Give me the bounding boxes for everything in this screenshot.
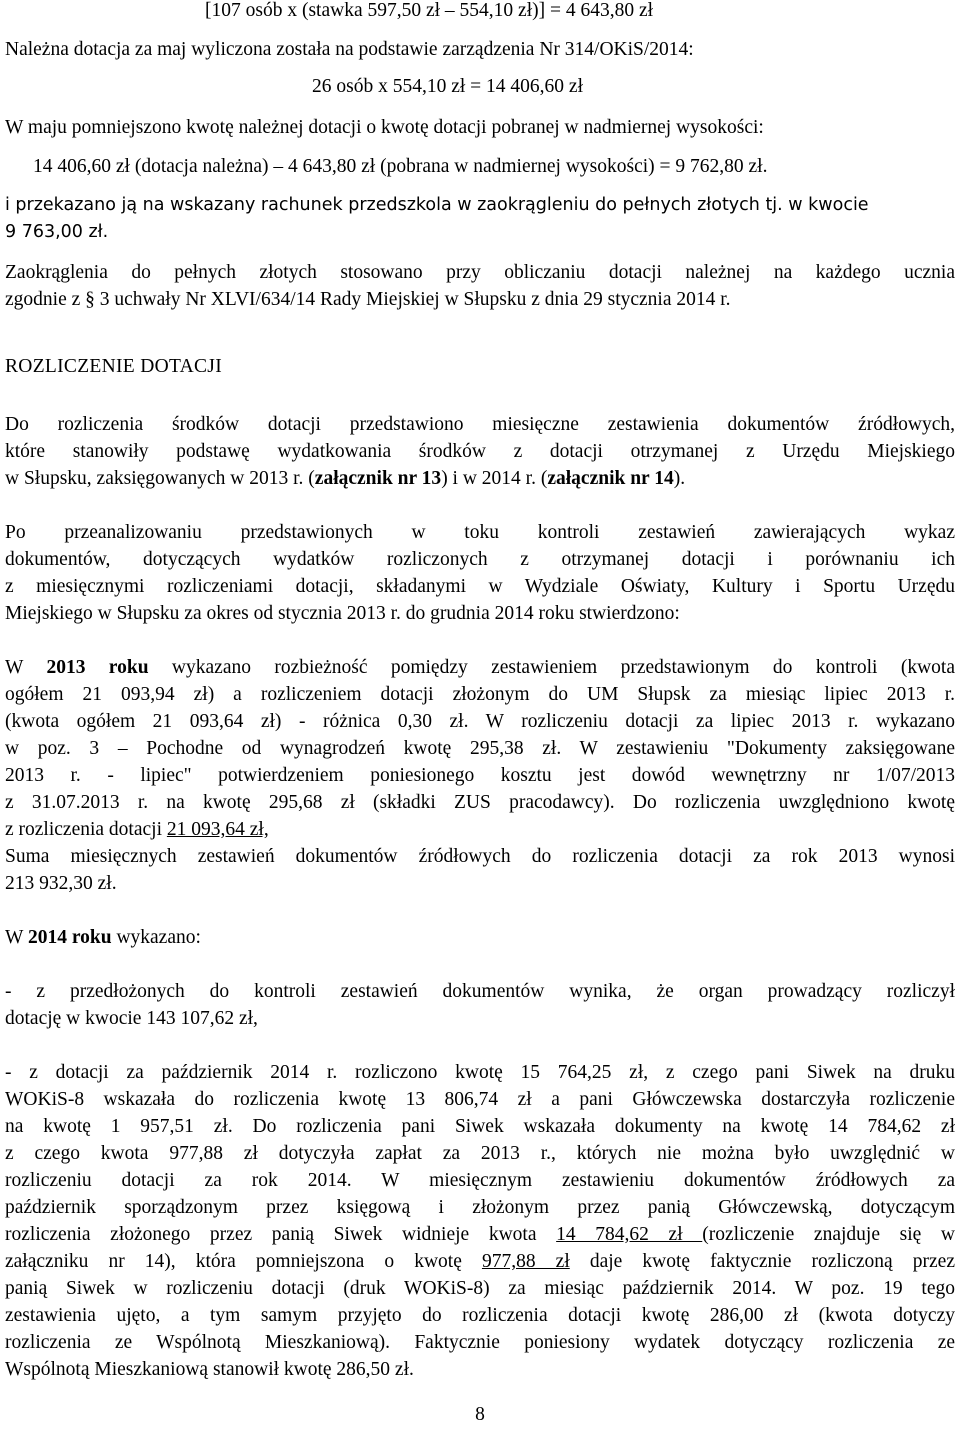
y2014-item2-line-4: z czego kwota 977,88 zł dotyczyła zapłat za 2013 r., których nie można było uwzględnić w bbox=[5, 1143, 955, 1164]
para1-line-2: które stanowiły podstawę wydatkowania środków z dotacji otrzymanej z Urzędu Miejskiego bbox=[5, 441, 955, 462]
y2014-item1-line-2: dotację w kwocie 143 107,62 zł, bbox=[5, 1008, 258, 1029]
y2014-item2-line-7: rozliczenia złożonego przez panią Siwek widnieje kwota 14 784,62 zł (rozliczenie znajduje się w bbox=[5, 1224, 955, 1245]
y2014-line-1: W 2014 roku wykazano: bbox=[5, 927, 201, 948]
year-2014-label: 2014 roku bbox=[27, 927, 112, 948]
y2013-line-9: 213 932,30 zł. bbox=[5, 873, 117, 894]
para2-line-4: Miejskiego w Słupsku za okres od stycznia 2013 r. do grudnia 2014 roku stwierdzono: bbox=[5, 603, 680, 624]
year-2013-label: 2013 roku bbox=[46, 657, 149, 678]
calc-line-7: 9 763,00 zł. bbox=[5, 222, 109, 242]
y2014-item2-line-8: załączniku nr 14), która pomniejszona o kwotę 977,88 zł daje kwotę faktycznie rozliczoną przez bbox=[5, 1251, 955, 1272]
y2014-item2-line-5: rozliczeniu dotacji za rok 2014. W miesięcznym zestawieniu dokumentów źródłowych za bbox=[5, 1170, 955, 1191]
y2013-line-7: z rozliczenia dotacji 21 093,64 zł, bbox=[5, 819, 269, 840]
y2013-line-2: ogółem 21 093,94 zł) a rozliczeniem dotacji złożonym do UM Słupsk za miesiąc lipiec 2013 r. bbox=[5, 684, 955, 705]
y2014-item2-line-12: Wspólnotą Mieszkaniową stanowił kwotę 286,50 zł. bbox=[5, 1359, 414, 1380]
y2014-item2-line-6: październik sporządzonym przez księgową i złożonym przez panią Główczewską, dotyczącym bbox=[5, 1197, 955, 1218]
y2013-line-5: 2013 r. - lipiec" potwierdzeniem poniesionego kosztu jest dowód wewnętrzny nr 1/07/2013 bbox=[5, 765, 955, 786]
y2013-line-4: w poz. 3 – Pochodne od wynagrodzeń kwotę 295,38 zł. W zestawieniu "Dokumenty zaksięgowane bbox=[5, 738, 955, 759]
underlined-amount: 21 093,64 zł, bbox=[166, 819, 269, 840]
y2014-item2-line-11: rozliczenia ze Wspólnotą Mieszkaniową). Faktycznie poniesiony wydatek dotyczący rozliczenia ze bbox=[5, 1332, 955, 1353]
para1-line-1: Do rozliczenia środków dotacji przedstawiono miesięczne zestawienia dokumentów źródłowych, bbox=[5, 414, 955, 435]
calc-line-5: 14 406,60 zł (dotacja należna) – 4 643,80 zł (pobrana w nadmiernej wysokości) = 9 762,80 zł. bbox=[33, 156, 768, 177]
calc-line-3: 26 osób x 554,10 zł = 14 406,60 zł bbox=[312, 76, 583, 97]
para2-line-1: Po przeanalizowaniu przedstawionych w toku kontroli zestawień zawierających wykaz bbox=[5, 522, 955, 543]
calc-line-2: Należna dotacja za maj wyliczona została na podstawie zarządzenia Nr 314/OKiS/2014: bbox=[5, 39, 694, 60]
y2014-item2-line-1: - z dotacji za październik 2014 r. rozliczono kwotę 15 764,25 zł, z czego pani Siwek na druku bbox=[5, 1062, 955, 1083]
y2014-item2-line-3: na kwotę 1 957,51 zł. Do rozliczenia pani Siwek wskazała dokumenty na kwotę 14 784,62 zł bbox=[5, 1116, 955, 1137]
attachment-14-ref: załącznik nr 14 bbox=[547, 468, 674, 489]
underlined-amount: 977,88 zł bbox=[481, 1251, 570, 1272]
y2014-item1-line-1: - z przedłożonych do kontroli zestawień dokumentów wynika, że organ prowadzący rozliczył bbox=[5, 981, 955, 1002]
attachment-13-ref: załącznik nr 13 bbox=[314, 468, 442, 489]
page-number: 8 bbox=[475, 1404, 485, 1425]
y2014-item2-line-2: WOKiS-8 wskazała do rozliczenia kwotę 13 806,74 zł a pani Główczewska dostarczyła rozliczenie bbox=[5, 1089, 955, 1110]
y2013-line-3: (kwota ogółem 21 093,64 zł) - różnica 0,30 zł. W rozliczeniu dotacji za lipiec 2013 r. wykazano bbox=[5, 711, 955, 732]
para1-line-3: w Słupsku, zaksięgowanych w 2013 r. (załącznik nr 13) i w 2014 r. (załącznik nr 14). bbox=[5, 468, 686, 489]
rounding-line-2: zgodnie z § 3 uchwały Nr XLVI/634/14 Rady Miejskiej w Słupsku z dnia 29 stycznia 2014 r. bbox=[5, 289, 731, 310]
para2-line-2: dokumentów, dotyczących wydatków rozliczonych z otrzymanej dotacji i porównaniu ich bbox=[5, 549, 955, 570]
y2013-line-6: z 31.07.2013 r. na kwotę 295,68 zł (składki ZUS pracodawcy). Do rozliczenia uwzględniono kwotę bbox=[5, 792, 955, 813]
y2014-item2-line-9: panią Siwek w rozliczeniu dotacji (druk WOKiS-8) za miesiąc październik 2014. W poz. 19 tego bbox=[5, 1278, 955, 1299]
calc-line-4: W maju pomniejszono kwotę należnej dotacji o kwotę dotacji pobranej w nadmiernej wysokości: bbox=[5, 117, 764, 138]
y2013-line-8: Suma miesięcznych zestawień dokumentów źródłowych do rozliczenia dotacji za rok 2013 wynosi bbox=[5, 846, 955, 867]
section-heading: ROZLICZENIE DOTACJI bbox=[5, 356, 222, 377]
calc-line-6: i przekazano ją na wskazany rachunek przedszkola w zaokrągleniu do pełnych złotych tj. w kwocie bbox=[5, 195, 869, 215]
y2014-item2-line-10: zestawienia ujęto, a tym samym przyjęto do rozliczenia dotacji kwotę 286,00 zł (kwota dotyczy bbox=[5, 1305, 955, 1326]
y2013-line-1: W 2013 roku wykazano rozbieżność pomiędzy zestawieniem przedstawionym do kontroli (kwota bbox=[5, 657, 955, 678]
underlined-amount: 14 784,62 zł bbox=[556, 1224, 703, 1245]
rounding-line-1: Zaokrąglenia do pełnych złotych stosowano przy obliczaniu dotacji należnej na każdego ucznia bbox=[5, 262, 955, 283]
calc-line-1: [107 osób x (stawka 597,50 zł – 554,10 zł)] = 4 643,80 zł bbox=[205, 0, 654, 21]
para2-line-3: z miesięcznymi rozliczeniami dotacji, składanymi w Wydziale Oświaty, Kultury i Sportu Urzędu bbox=[5, 576, 955, 597]
